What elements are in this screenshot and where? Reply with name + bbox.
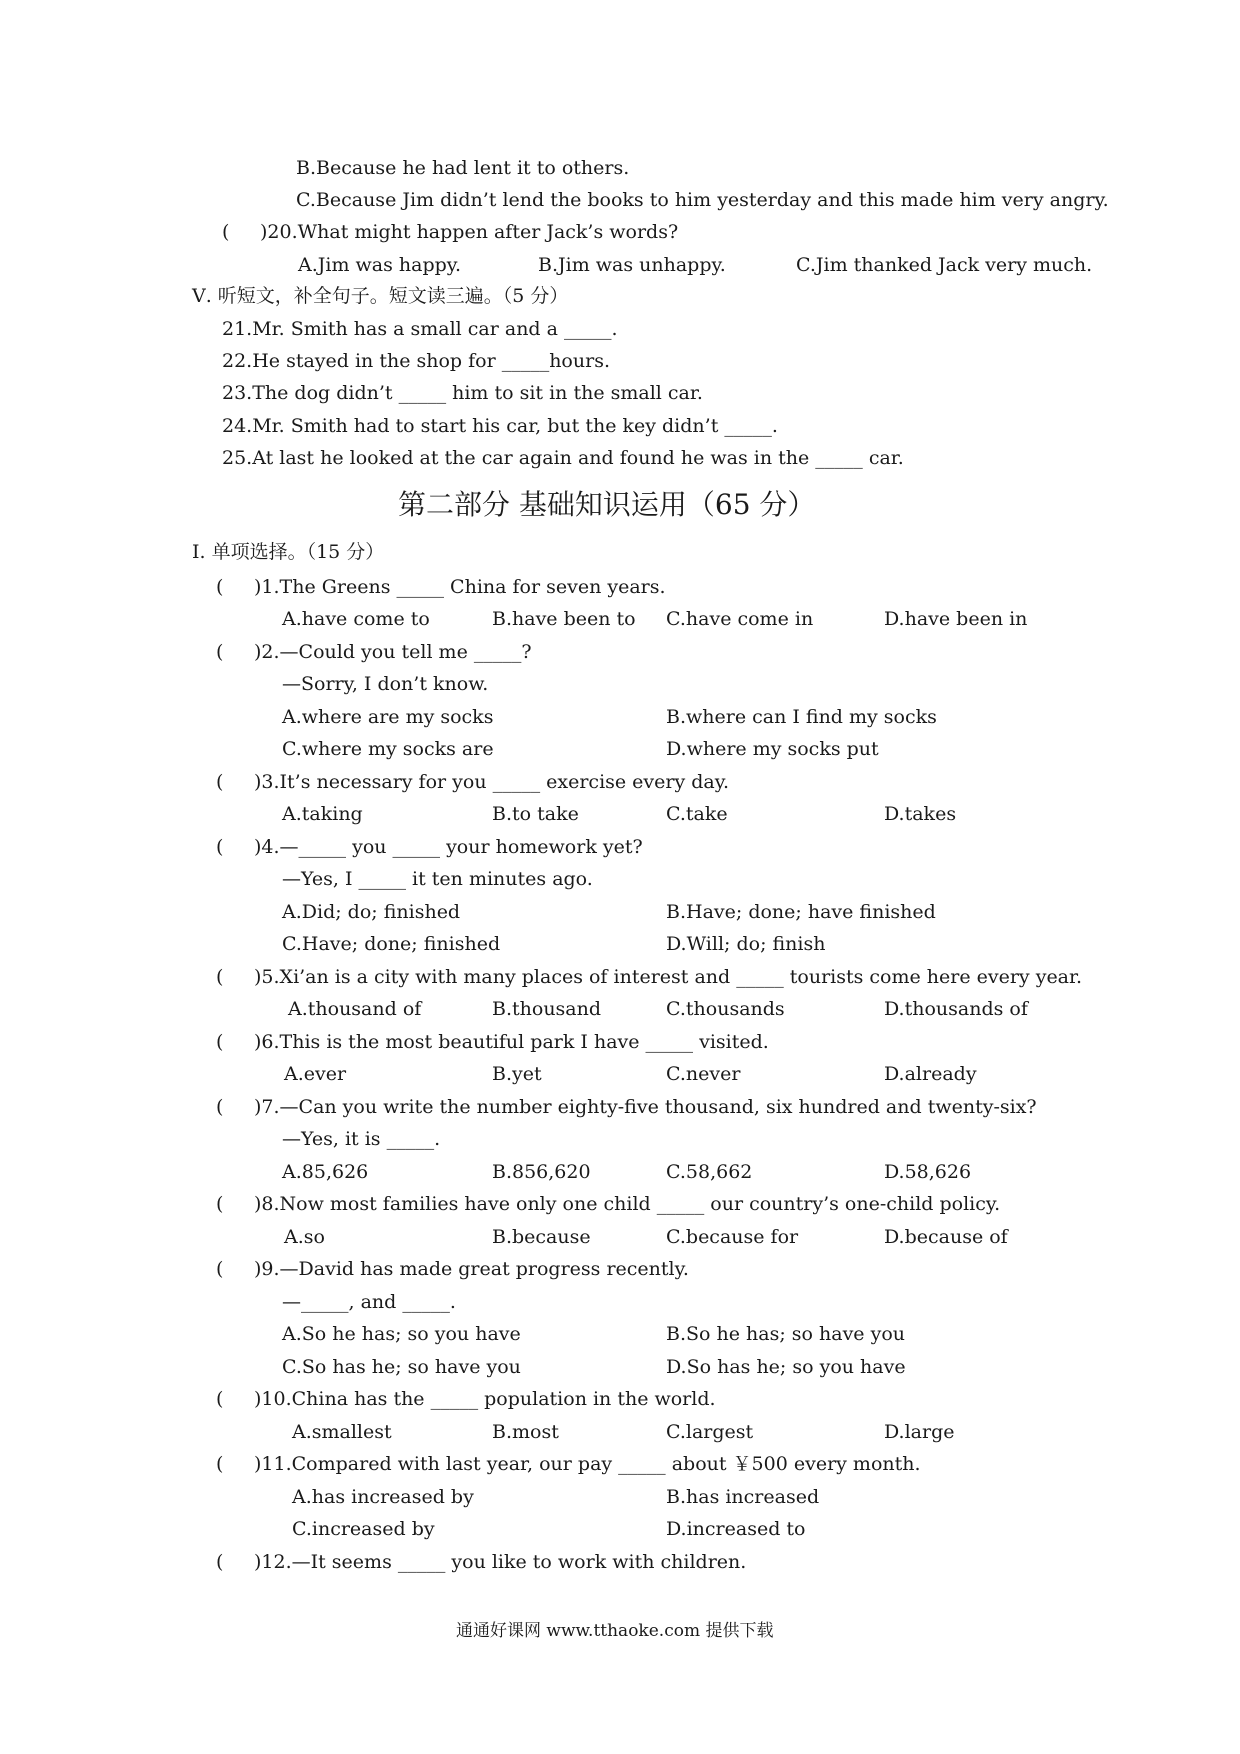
q6-option-a: A.ever [284,1063,347,1085]
answer-bracket[interactable]: ( [216,1453,224,1475]
q7-option-b: B.856,620 [492,1161,591,1183]
q2-stem [216,640,532,664]
q1-stem-text: )1.The Greens _____ China for seven years. [254,576,666,598]
q7-option-d: D.58,626 [884,1161,972,1183]
item-24: 24.Mr. Smith had to start his car, but the key didn’t _____. [222,415,778,437]
answer-bracket[interactable]: ( [222,221,230,243]
q8-stem-text: )8.Now most families have only one child _____ our country’s one-child policy. [254,1193,1001,1215]
q10-stem [216,1387,716,1411]
q8-option-b: B.because [492,1226,591,1248]
q11-option-b: B.has increased [666,1486,820,1508]
q10-option-d: D.large [884,1421,955,1443]
item-23: 23.The dog didn’t _____ him to sit in the small car. [222,382,703,404]
q20-stem [222,220,678,244]
q9-option-b: B.So he has; so have you [666,1323,905,1345]
q11-option-d: D.increased to [666,1518,806,1540]
q1-option-c: C.have come in [666,608,814,630]
q7-stem [216,1095,1037,1119]
q11-stem [216,1452,921,1476]
item-25: 25.At last he looked at the car again and found he was in the _____ car. [222,447,904,469]
q1-option-a: A.have come to [282,608,430,630]
answer-bracket[interactable]: ( [216,1096,224,1118]
q11-stem-text: )11.Compared with last year, our pay _____ about ￥500 every month. [254,1453,921,1475]
q1-stem [216,575,666,599]
q11-option-a: A.has increased by [292,1486,474,1508]
q5-stem [216,965,1082,989]
q12-stem-text: )12.—It seems _____ you like to work with children. [254,1551,747,1573]
q2-option-d: D.where my socks put [666,738,879,760]
q19-option-c: C.Because Jim didn’t lend the books to him yesterday and this made him very angry. [296,189,1109,211]
section-5-title: Ⅴ. 听短文，补全句子。短文读三遍。（5 分） [192,285,569,307]
q10-option-b: B.most [492,1421,559,1443]
q3-stem-text: )3.It’s necessary for you _____ exercise every day. [254,771,729,793]
answer-bracket[interactable]: ( [216,1258,224,1280]
q4-option-b: B.Have; done; have finished [666,901,936,923]
q1-option-b: B.have been to [492,608,636,630]
q6-option-b: B.yet [492,1063,542,1085]
q4-option-c: C.Have; done; finished [282,933,501,955]
answer-bracket[interactable]: ( [216,1551,224,1573]
q8-option-c: C.because for [666,1226,799,1248]
q3-option-a: A.taking [282,803,363,825]
page-footer: 通通好课网 www.tthaoke.com 提供下载 [456,1621,774,1641]
q20-option-a: A.Jim was happy. [298,254,462,276]
q8-option-a: A.so [284,1226,325,1248]
q4-option-d: D.Will; do; finish [666,933,826,955]
q9-option-d: D.So has he; so you have [666,1356,906,1378]
q10-option-a: A.smallest [292,1421,392,1443]
q10-option-c: C.largest [666,1421,754,1443]
q4-option-a: A.Did; do; finished [282,901,461,923]
q20-option-b: B.Jim was unhappy. [538,254,726,276]
q5-option-c: C.thousands [666,998,785,1020]
q9-option-c: C.So has he; so have you [282,1356,521,1378]
q6-option-d: D.already [884,1063,977,1085]
q10-stem-text: )10.China has the _____ population in the world. [254,1388,716,1410]
q2-option-b: B.where can I find my socks [666,706,937,728]
q9-stem-text: )9.—David has made great progress recently. [254,1258,689,1280]
q8-option-d: D.because of [884,1226,1008,1248]
q8-stem [216,1192,1000,1216]
answer-bracket[interactable]: ( [216,1031,224,1053]
answer-bracket[interactable]: ( [216,576,224,598]
q1-option-d: D.have been in [884,608,1028,630]
q7-stem-2: —Yes, it is _____. [282,1128,441,1150]
q12-stem [216,1550,746,1574]
q5-option-b: B.thousand [492,998,602,1020]
q7-stem-text: )7.—Can you write the number eighty-five thousand, six hundred and twenty-six? [254,1096,1037,1118]
q4-stem-text: )4.—_____ you _____ your homework yet? [254,836,643,858]
q2-option-a: A.where are my socks [282,706,494,728]
answer-bracket[interactable]: ( [216,966,224,988]
section-1-title: Ⅰ. 单项选择。（15 分） [192,541,385,563]
answer-bracket[interactable]: ( [216,771,224,793]
q7-option-c: C.58,662 [666,1161,753,1183]
q5-option-d: D.thousands of [884,998,1028,1020]
item-21: 21.Mr. Smith has a small car and a _____. [222,318,618,340]
item-22: 22.He stayed in the shop for _____hours. [222,350,610,372]
q20-option-c: C.Jim thanked Jack very much. [796,254,1093,276]
q19-option-b: B.Because he had lent it to others. [296,157,630,179]
q2-stem-text: )2.—Could you tell me _____? [254,641,532,663]
q2-stem-2: —Sorry, I don’t know. [282,673,489,695]
q6-option-c: C.never [666,1063,741,1085]
q7-option-a: A.85,626 [282,1161,369,1183]
q6-stem-text: )6.This is the most beautiful park I have _____ visited. [254,1031,769,1053]
answer-bracket[interactable]: ( [216,836,224,858]
q9-option-a: A.So he has; so you have [282,1323,521,1345]
q3-stem [216,770,729,794]
answer-bracket[interactable]: ( [216,1193,224,1215]
q4-stem-2: —Yes, I _____ it ten minutes ago. [282,868,593,890]
q6-stem [216,1030,769,1054]
q2-option-c: C.where my socks are [282,738,494,760]
q9-stem-2: —_____, and _____. [282,1291,456,1313]
q4-stem [216,835,643,859]
answer-bracket[interactable]: ( [216,1388,224,1410]
answer-bracket[interactable]: ( [216,641,224,663]
q20-stem-text: )20.What might happen after Jack’s words? [260,221,679,243]
q9-stem [216,1257,689,1281]
part-2-title: 第二部分 基础知识运用（65 分） [398,488,816,521]
q3-option-c: C.take [666,803,728,825]
q11-option-c: C.increased by [292,1518,435,1540]
q3-option-b: B.to take [492,803,579,825]
q5-option-a: A.thousand of [288,998,422,1020]
q5-stem-text: )5.Xi’an is a city with many places of interest and _____ tourists come here every year. [254,966,1083,988]
q3-option-d: D.takes [884,803,957,825]
